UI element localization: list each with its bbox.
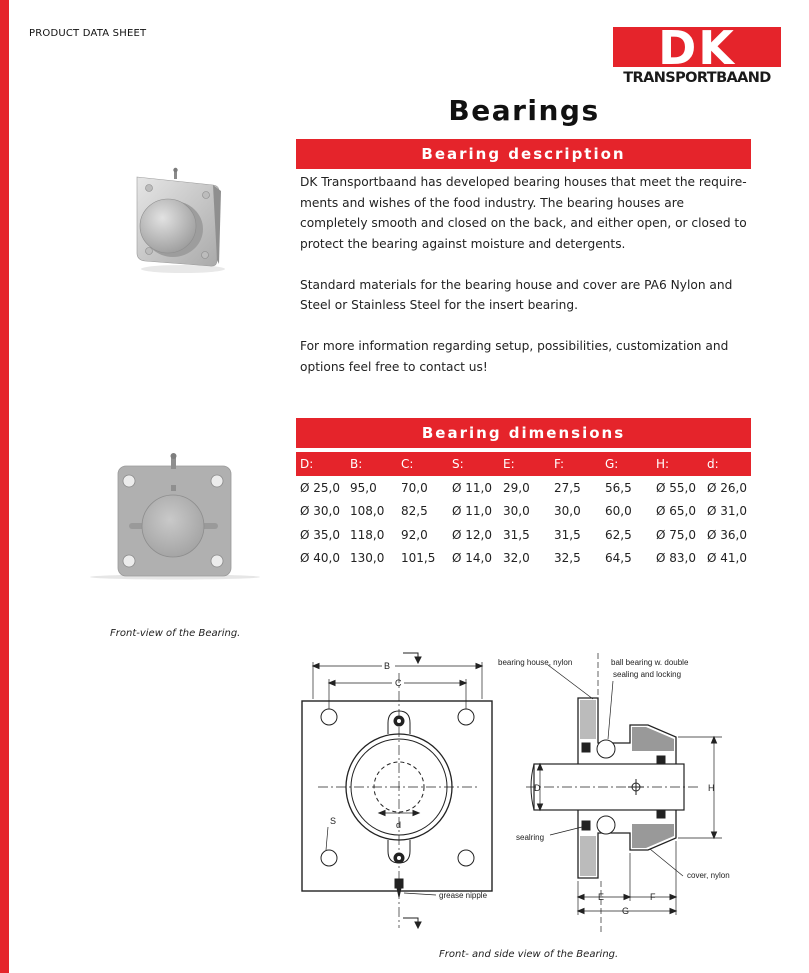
table-cell: Ø 12,0 <box>452 527 492 542</box>
bearing-description-text <box>300 172 748 398</box>
table-cell: 130,0 <box>350 551 385 566</box>
table-cell: 30,0 <box>503 504 530 519</box>
table-cell: 92,0 <box>401 527 428 542</box>
column-header: B: <box>346 452 397 476</box>
column-header: H: <box>652 452 703 476</box>
description-paragraph: DK Transportbaand has developed bearing houses that meet the require-ments and wishes of the food industry. The bearing houses are completely smooth and closed on the back, and either open, or closed to protect the bearing against moisture and detergents. <box>300 175 747 251</box>
table-cell: Ø 40,0 <box>300 551 340 566</box>
table-cell: 56,5 <box>605 480 632 495</box>
table-cell: Ø 41,0 <box>707 551 747 566</box>
table-cell: 70,0 <box>401 480 428 495</box>
column-header: D: <box>296 452 346 476</box>
dk-transportbaand-logo <box>613 21 781 91</box>
table-cell: Ø 75,0 <box>656 527 696 542</box>
table-cell: Ø 55,0 <box>656 480 696 495</box>
dim-label-d-large: D <box>534 783 541 793</box>
table-row <box>296 500 751 524</box>
description-paragraph: Standard materials for the bearing house and cover are PA6 Nylon and Steel or Stainless Steel for the insert bearing. <box>300 277 733 312</box>
label-bearing-house: bearing house, nylon <box>498 658 573 667</box>
table-cell: 62,5 <box>605 527 632 542</box>
dim-label-s: S <box>330 816 337 826</box>
table-cell: Ø 36,0 <box>707 527 747 542</box>
dim-label-f: F <box>650 892 656 902</box>
table-cell: Ø 35,0 <box>300 527 340 542</box>
dim-label-h: H <box>708 783 715 793</box>
table-cell: 29,0 <box>503 480 530 495</box>
logo-mark: DK <box>658 21 736 75</box>
table-cell: Ø 11,0 <box>452 480 492 495</box>
table-row <box>296 523 751 547</box>
bearing-dimensions-heading: Bearing dimensions <box>296 418 751 448</box>
table-cell: Ø 25,0 <box>300 480 340 495</box>
table-cell: 60,0 <box>605 504 632 519</box>
dim-label-g: G <box>622 906 630 916</box>
table-cell: Ø 14,0 <box>452 551 492 566</box>
dim-label-e: E <box>598 892 605 902</box>
table-cell: 32,5 <box>554 551 581 566</box>
bearing-dimensions-table <box>296 452 751 570</box>
table-header-row <box>296 452 751 476</box>
table-cell: 32,0 <box>503 551 530 566</box>
technical-drawing <box>298 643 748 940</box>
column-header: E: <box>499 452 550 476</box>
label-ball-bearing-line2: sealing and locking <box>613 670 682 679</box>
dim-label-b: B <box>384 661 391 671</box>
bearing-description-heading: Bearing description <box>296 139 751 169</box>
logo-company-name: TRANSPORTBAAND <box>623 70 771 86</box>
table-cell: 64,5 <box>605 551 632 566</box>
table-cell: 95,0 <box>350 480 377 495</box>
bearing-angled-view-image <box>125 165 235 275</box>
drawing-caption: Front- and side view of the Bearing. <box>439 949 619 960</box>
table-cell: 108,0 <box>350 504 385 519</box>
column-header: d: <box>703 452 751 476</box>
table-row <box>296 547 751 571</box>
table-cell: 82,5 <box>401 504 428 519</box>
column-header: G: <box>601 452 652 476</box>
page-title: Bearings <box>448 94 600 127</box>
table-row <box>296 476 751 500</box>
table-cell: Ø 65,0 <box>656 504 696 519</box>
dim-label-d-small: d <box>396 820 402 830</box>
label-ball-bearing-line1: ball bearing w. double <box>611 658 689 667</box>
label-grease-nipple: grease nipple <box>439 891 488 900</box>
column-header: S: <box>448 452 499 476</box>
table-cell: Ø 11,0 <box>452 504 492 519</box>
table-cell: Ø 26,0 <box>707 480 747 495</box>
front-view-caption: Front-view of the Bearing. <box>110 628 241 639</box>
bearing-front-view-image <box>85 452 265 582</box>
column-header: C: <box>397 452 448 476</box>
table-cell: 118,0 <box>350 527 385 542</box>
document-type-label: PRODUCT DATA SHEET <box>29 28 147 39</box>
left-accent-stripe <box>0 0 9 973</box>
table-cell: 30,0 <box>554 504 581 519</box>
table-cell: 101,5 <box>401 551 436 566</box>
table-cell: Ø 83,0 <box>656 551 696 566</box>
table-cell: Ø 31,0 <box>707 504 747 519</box>
table-cell: 27,5 <box>554 480 581 495</box>
table-cell: 31,5 <box>503 527 530 542</box>
dim-label-c: C <box>395 678 402 688</box>
column-header: F: <box>550 452 601 476</box>
table-cell: Ø 30,0 <box>300 504 340 519</box>
description-paragraph: For more information regarding setup, possibilities, customization and options feel free to contact us! <box>300 339 729 374</box>
table-cell: 31,5 <box>554 527 581 542</box>
label-cover: cover, nylon <box>687 871 730 880</box>
label-sealring: sealring <box>516 833 545 842</box>
